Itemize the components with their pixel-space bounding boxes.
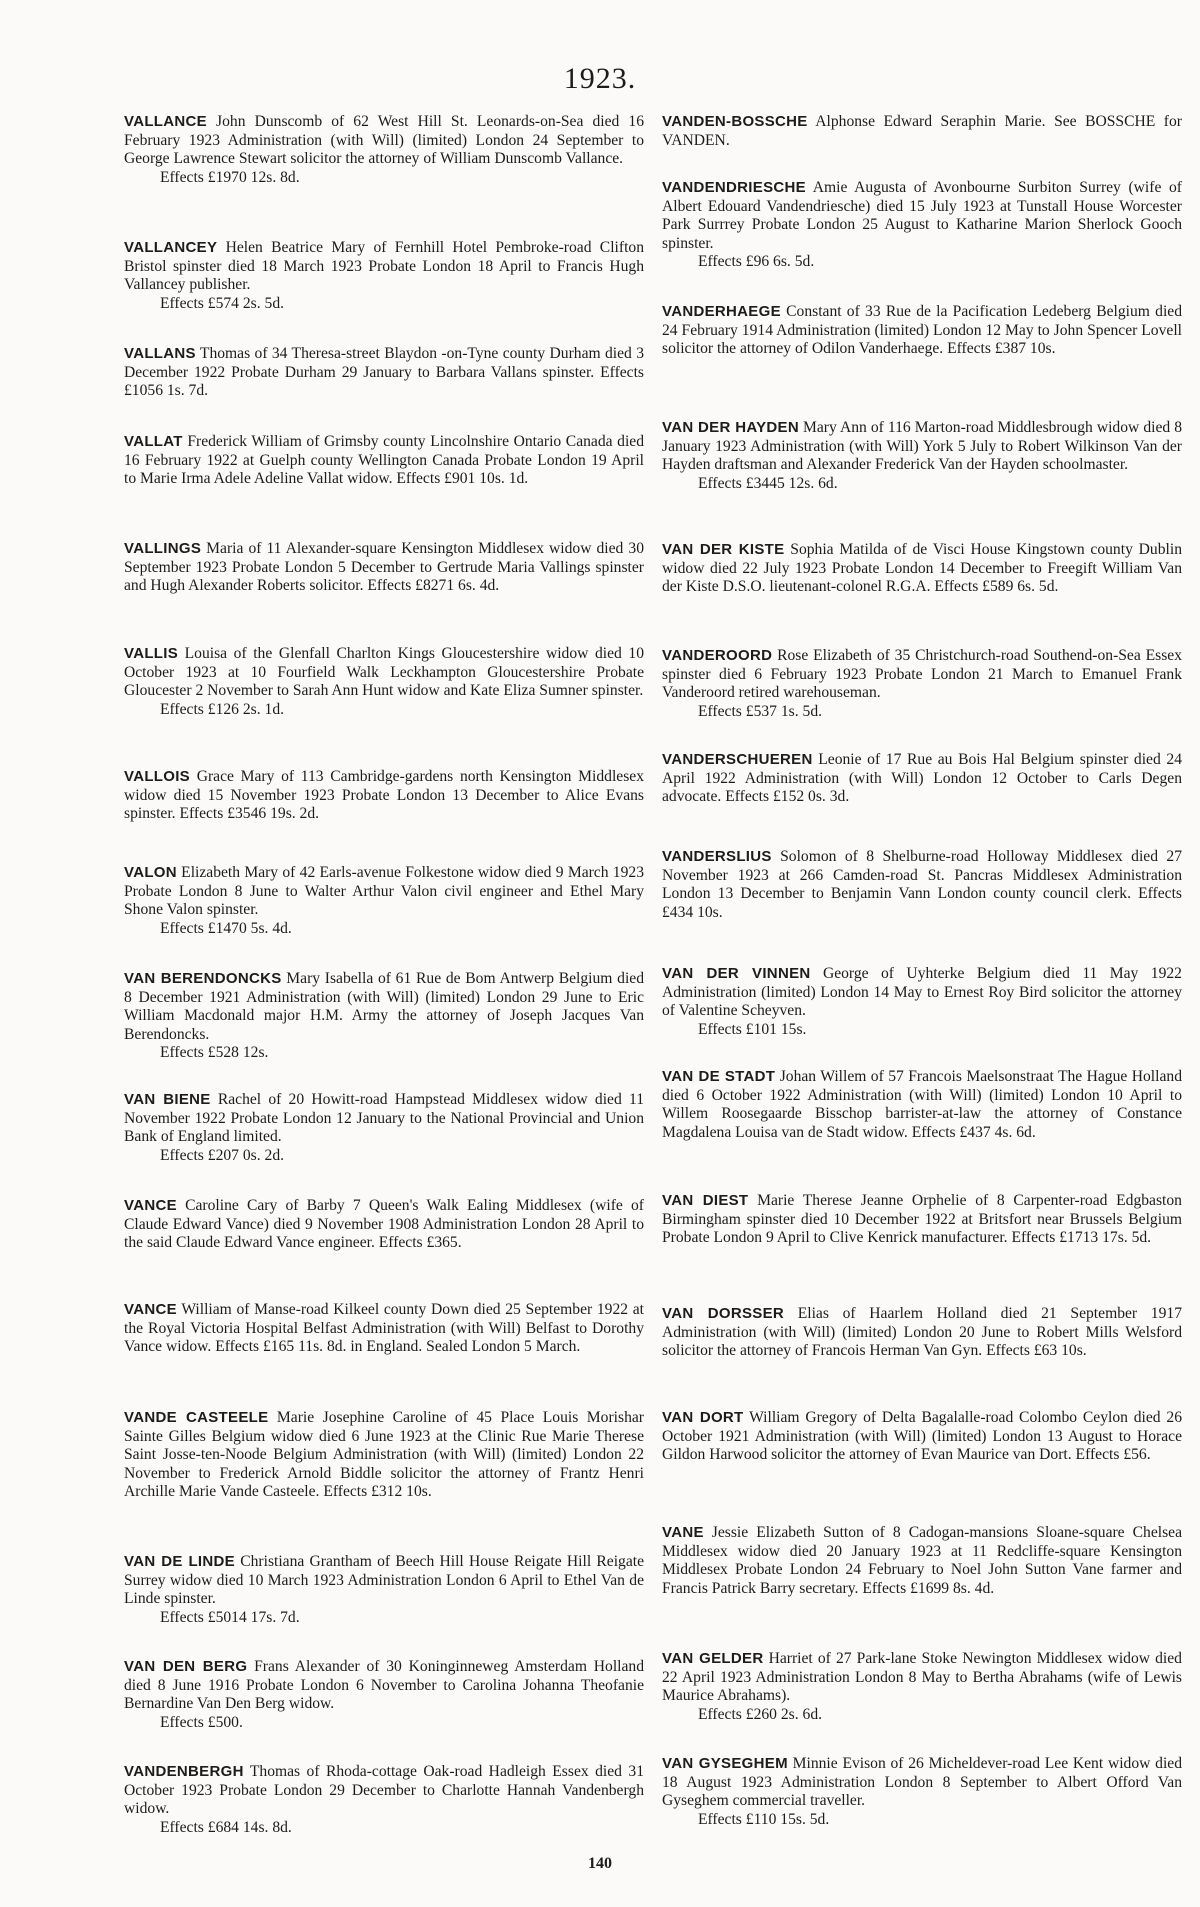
entry-text: Rachel of 20 Howitt-road Hampstead Middlesex widow died 11 November 1922 Probate London 12 January to the National Provincial and Union Bank of England limited. — [124, 1091, 644, 1146]
entry-surname: VALLANCEY — [124, 239, 218, 256]
probate-entry — [124, 433, 644, 489]
entry-text: Elias of Haarlem Holland died 21 September 1917 Administration (with Will) (limited) London 20 June to Robert Mills Welsford solicitor the attorney of Francois Herman Van Gyn. Effects £63 10s. — [662, 1305, 1182, 1360]
entry-text: Marie Josephine Caroline of 45 Place Louis Morishar Sainte Gilles Belgium widow died 6 June 1923 at the Clinic Rue Marie Therese Saint Josse-ten-Noode Belgium Administration (with Will) (limited) London 22 November to Frederick Arnold Biddle solicitor the attorney of Frantz Henri Archille Marie Vande Casteele. Effects £312 10s. — [124, 1409, 644, 1501]
entry-effects: Effects £1470 5s. 4d. — [160, 919, 292, 937]
entry-text: John Dunscomb of 62 West Hill St. Leonards-on-Sea died 16 February 1923 Administration (with Will) (limited) London 24 September to George Lawrence Stewart solicitor the attorney of William Dunscomb Vallance. — [124, 113, 645, 168]
entry-text: William of Manse-road Kilkeel county Down died 25 September 1922 at the Royal Victoria Hospital Belfast Administration (with Will) Belfast to Dorothy Vance widow. Effects £165 11s. 8d. in England. Sealed London 5 March. — [124, 1301, 644, 1356]
entry-surname: VANDEROORD — [662, 647, 773, 664]
entry-surname: VALLIS — [124, 645, 179, 662]
entry-text: Christiana Grantham of Beech Hill House Reigate Hill Reigate Surrey widow died 10 March 1923 Administration London 6 April to Ethel Van de Linde spinster. — [124, 1553, 644, 1608]
entry-text: Johan Willem of 57 Francois Maelsonstraat The Hague Holland died 6 October 1922 Administration (with Will) (limited) London 10 April to Willem Roosegaarde Bisschop barrister-at-law the attorney of Constance Magdalena Louisa van de Stadt widow. Effects £437 4s. 6d. — [662, 1068, 1182, 1141]
entry-text: Minnie Evison of 26 Micheldever-road Lee Kent widow died 18 August 1923 Administration London 8 September to Albert Offord Van Gyseghem commercial traveller. — [662, 1755, 1182, 1810]
entry-surname: VAN DER HAYDEN — [662, 419, 799, 436]
entry-text: Frans Alexander of 30 Koninginneweg Amsterdam Holland died 8 June 1916 Probate London 6 November to Carolina Johanna Theofanie Bernardine Van Den Berg widow. — [124, 1658, 644, 1713]
entry-text: Elizabeth Mary of 42 Earls-avenue Folkestone widow died 9 March 1923 Probate London 8 June to Walter Arthur Valon civil engineer and Ethel Mary Shone Valon spinster. — [124, 864, 644, 919]
probate-entry — [124, 864, 644, 938]
entry-text: Amie Augusta of Avonbourne Surbiton Surrey (wife of Albert Edouard Vandendriesche) died 15 July 1923 at Tunstall House Worcester Park Surrrey Probate London 25 August to Katharine Marion Sherlock Gooch spinster. — [662, 179, 1183, 252]
entry-text: Rose Elizabeth of 35 Christchurch-road Southend-on-Sea Essex spinster died 6 February 1923 Probate London 21 March to Emanuel Frank Vanderoord retired warehouseman. — [662, 647, 1182, 702]
probate-entry — [662, 113, 1182, 150]
probate-entry — [662, 1068, 1182, 1142]
entry-surname: VALLANCE — [124, 113, 207, 130]
entry-text: Grace Mary of 113 Cambridge-gardens north Kensington Middlesex widow died 15 November 1923 Probate London 13 December to Alice Evans spinster. Effects £3546 19s. 2d. — [124, 768, 644, 823]
entry-surname: VAN GELDER — [662, 1650, 764, 1667]
entry-text: Marie Therese Jeanne Orphelie of 8 Carpenter-road Edgbaston Birmingham spinster died 10 December 1922 at Britsfort near Brussels Belgium Probate London 9 April to Clive Kenrick manufacturer. Effects £1713 17s. 5d. — [662, 1192, 1182, 1247]
entry-surname: VANDERSCHUEREN — [662, 751, 813, 768]
entry-text: Thomas of 34 Theresa-street Blaydon -on-Tyne county Durham died 3 December 1922 Probate Durham 29 January to Barbara Vallans spinster. Effects £1056 1s. 7d. — [124, 345, 644, 400]
entry-effects: Effects £500. — [160, 1713, 243, 1731]
probate-entry — [662, 848, 1182, 922]
entry-surname: VAN DE LINDE — [124, 1553, 235, 1570]
probate-entry — [124, 239, 644, 313]
probate-entry — [124, 1763, 644, 1837]
probate-entry — [662, 1305, 1182, 1361]
probate-entry — [662, 303, 1182, 359]
entry-text: Jessie Elizabeth Sutton of 8 Cadogan-mansions Sloane-square Chelsea Middlesex widow died 20 January 1923 at 11 Redcliffe-square Kensington Middlesex Probate London 24 February to Noel John Sutton Vane farmer and Francis Patrick Barry secretary. Effects £1699 8s. 4d. — [662, 1524, 1182, 1597]
entry-surname: VALLOIS — [124, 768, 190, 785]
entry-surname: VANDEN-BOSSCHE — [662, 113, 808, 130]
entry-surname: VAN DORSSER — [662, 1305, 785, 1322]
entry-surname: VAN DE STADT — [662, 1068, 776, 1085]
entry-surname: VANDE CASTEELE — [124, 1409, 269, 1426]
entry-text: Mary Ann of 116 Marton-road Middlesbrough widow died 8 January 1923 Administration (with Will) York 5 July to Robert Wilkinson Van der Hayden draftsman and Alexander Frederick Van der Hayden schoolmaster. — [662, 419, 1182, 474]
probate-entry — [662, 965, 1182, 1039]
entry-surname: VAN DIEST — [662, 1192, 749, 1209]
probate-entry — [662, 1755, 1182, 1829]
entry-effects: Effects £1970 12s. 8d. — [160, 168, 300, 186]
entry-effects: Effects £528 12s. — [160, 1044, 269, 1062]
probate-entry — [662, 419, 1182, 493]
entry-text: Sophia Matilda of de Visci House Kingstown county Dublin widow died 22 July 1923 Probate London 14 December to Freegift William Van der Kiste D.S.O. lieutenant-colonel R.G.A. Effects £589 6s. 5d. — [662, 541, 1182, 596]
entry-surname: VAN DORT — [662, 1409, 744, 1426]
probate-entry — [124, 645, 644, 719]
entry-surname: VANDERSLIUS — [662, 848, 772, 865]
probate-entry — [124, 1197, 644, 1253]
probate-entry — [662, 179, 1182, 272]
entry-effects: Effects £101 15s. — [698, 1020, 807, 1038]
probate-entry — [124, 540, 644, 596]
entry-surname: VAN DER VINNEN — [662, 965, 811, 982]
entry-effects: Effects £110 15s. 5d. — [698, 1810, 830, 1828]
entry-surname: VAN GYSEGHEM — [662, 1755, 788, 1772]
entry-effects: Effects £3445 12s. 6d. — [698, 474, 838, 492]
entry-effects: Effects £5014 17s. 7d. — [160, 1608, 300, 1626]
entry-text: Mary Isabella of 61 Rue de Bom Antwerp Belgium died 8 December 1921 Administration (with Will) (limited) London 29 June to Eric William Macdonald major H.M. Army the attorney of Joseph Jacques Van Berendoncks. — [124, 970, 645, 1043]
entry-surname: VALLAT — [124, 433, 183, 450]
probate-entry — [124, 345, 644, 401]
entry-text: Leonie of 17 Rue au Bois Hal Belgium spinster died 24 April 1922 Administration (with Will) London 12 October to Carls Degen advocate. Effects £152 0s. 3d. — [662, 751, 1182, 806]
entry-surname: VALON — [124, 864, 177, 881]
entry-effects: Effects £537 1s. 5d. — [698, 702, 823, 720]
entry-text: Alphonse Edward Seraphin Marie. See BOSSCHE for VANDEN. — [662, 113, 1182, 149]
entry-text: Helen Beatrice Mary of Fernhill Hotel Pembroke-road Clifton Bristol spinster died 18 March 1923 Probate London 18 April to Francis Hugh Vallancey publisher. — [124, 239, 644, 294]
entry-effects: Effects £96 6s. 5d. — [698, 253, 815, 271]
probate-entry — [124, 768, 644, 824]
probate-entry — [662, 751, 1182, 807]
entry-surname: VAN DER KISTE — [662, 541, 785, 558]
entry-surname: VAN BERENDONCKS — [124, 970, 282, 987]
entry-surname: VAN DEN BERG — [124, 1658, 248, 1675]
probate-entry — [124, 1553, 644, 1627]
entry-surname: VALLINGS — [124, 540, 202, 557]
entry-text: Solomon of 8 Shelburne-road Holloway Middlesex died 27 November 1923 at 266 Camden-road St. Pancras Middlesex Administration London 13 December to Benjamin Vann London county council clerk. Effects £434 10s. — [662, 848, 1182, 921]
page-number: 140 — [588, 1855, 612, 1872]
probate-entry — [662, 1650, 1182, 1724]
probate-entry — [662, 1409, 1182, 1465]
entry-effects: Effects £684 14s. 8d. — [160, 1818, 292, 1836]
entry-text: Maria of 11 Alexander-square Kensington Middlesex widow died 30 September 1923 Probate London 5 December to Gertrude Maria Vallings spinster and Hugh Alexander Roberts solicitor. Effects £8271 6s. 4d. — [124, 540, 644, 595]
probate-entry — [124, 113, 644, 187]
page-year: 1923. — [563, 62, 637, 95]
entry-surname: VAN BIENE — [124, 1091, 211, 1108]
entry-text: Harriet of 27 Park-lane Stoke Newington Middlesex widow died 22 April 1923 Administration London 8 May to Bertha Abrahams (wife of Lewis Maurice Abrahams). — [662, 1650, 1182, 1705]
probate-entry — [124, 970, 644, 1063]
probate-entry — [662, 647, 1182, 721]
entry-surname: VANDENBERGH — [124, 1763, 244, 1780]
entry-text: Frederick William of Grimsby county Lincolnshire Ontario Canada died 16 February 1922 at Guelph county Wellington Canada Probate London 19 April to Marie Irma Adele Adeline Vallat widow. Effects £901 10s. 1d. — [124, 433, 644, 488]
entry-text: Thomas of Rhoda-cottage Oak-road Hadleigh Essex died 31 October 1923 Probate London 29 December to Charlotte Hannah Vandenbergh widow. — [124, 1763, 644, 1818]
probate-entry — [124, 1301, 644, 1357]
entry-text: William Gregory of Delta Bagalalle-road Colombo Ceylon died 26 October 1921 Administration (with Will) (limited) London 13 August to Horace Gildon Harwood solicitor the attorney of Evan Maurice van Dort. Effects £56. — [662, 1409, 1182, 1464]
entry-effects: Effects £126 2s. 1d. — [160, 700, 285, 718]
entry-surname: VALLANS — [124, 345, 196, 362]
entry-surname: VANCE — [124, 1197, 177, 1214]
probate-entry — [662, 1192, 1182, 1248]
probate-entry — [124, 1658, 644, 1732]
entry-effects: Effects £260 2s. 6d. — [698, 1705, 823, 1723]
probate-entry — [124, 1091, 644, 1165]
probate-entry — [124, 1409, 644, 1502]
entry-effects: Effects £574 2s. 5d. — [160, 294, 285, 312]
entry-surname: VANDERHAEGE — [662, 303, 781, 320]
entry-surname: VANCE — [124, 1301, 177, 1318]
entry-effects: Effects £207 0s. 2d. — [160, 1146, 285, 1164]
probate-entry — [662, 541, 1182, 597]
entry-surname: VANE — [662, 1524, 704, 1541]
entry-text: George of Uyhterke Belgium died 11 May 1922 Administration (limited) London 14 May to Ernest Roy Bird solicitor the attorney of Valentine Scheyven. — [662, 965, 1182, 1020]
entry-surname: VANDENDRIESCHE — [662, 179, 806, 196]
entry-text: Constant of 33 Rue de la Pacification Ledeberg Belgium died 24 February 1914 Administration (limited) London 12 May to John Spencer Lovell solicitor the attorney of Odilon Vanderhaege. Effects £387 10s. — [662, 303, 1182, 358]
entry-text: Caroline Cary of Barby 7 Queen's Walk Ealing Middlesex (wife of Claude Edward Vance) died 9 November 1908 Administration London 28 April to the said Claude Edward Vance engineer. Effects £365. — [124, 1197, 644, 1252]
entry-text: Louisa of the Glenfall Charlton Kings Gloucestershire widow died 10 October 1923 at 10 Fourfield Walk Leckhampton Gloucestershire Probate Gloucester 2 November to Sarah Ann Hunt widow and Kate Eliza Sumner spinster. — [124, 645, 645, 700]
probate-entry — [662, 1524, 1182, 1598]
